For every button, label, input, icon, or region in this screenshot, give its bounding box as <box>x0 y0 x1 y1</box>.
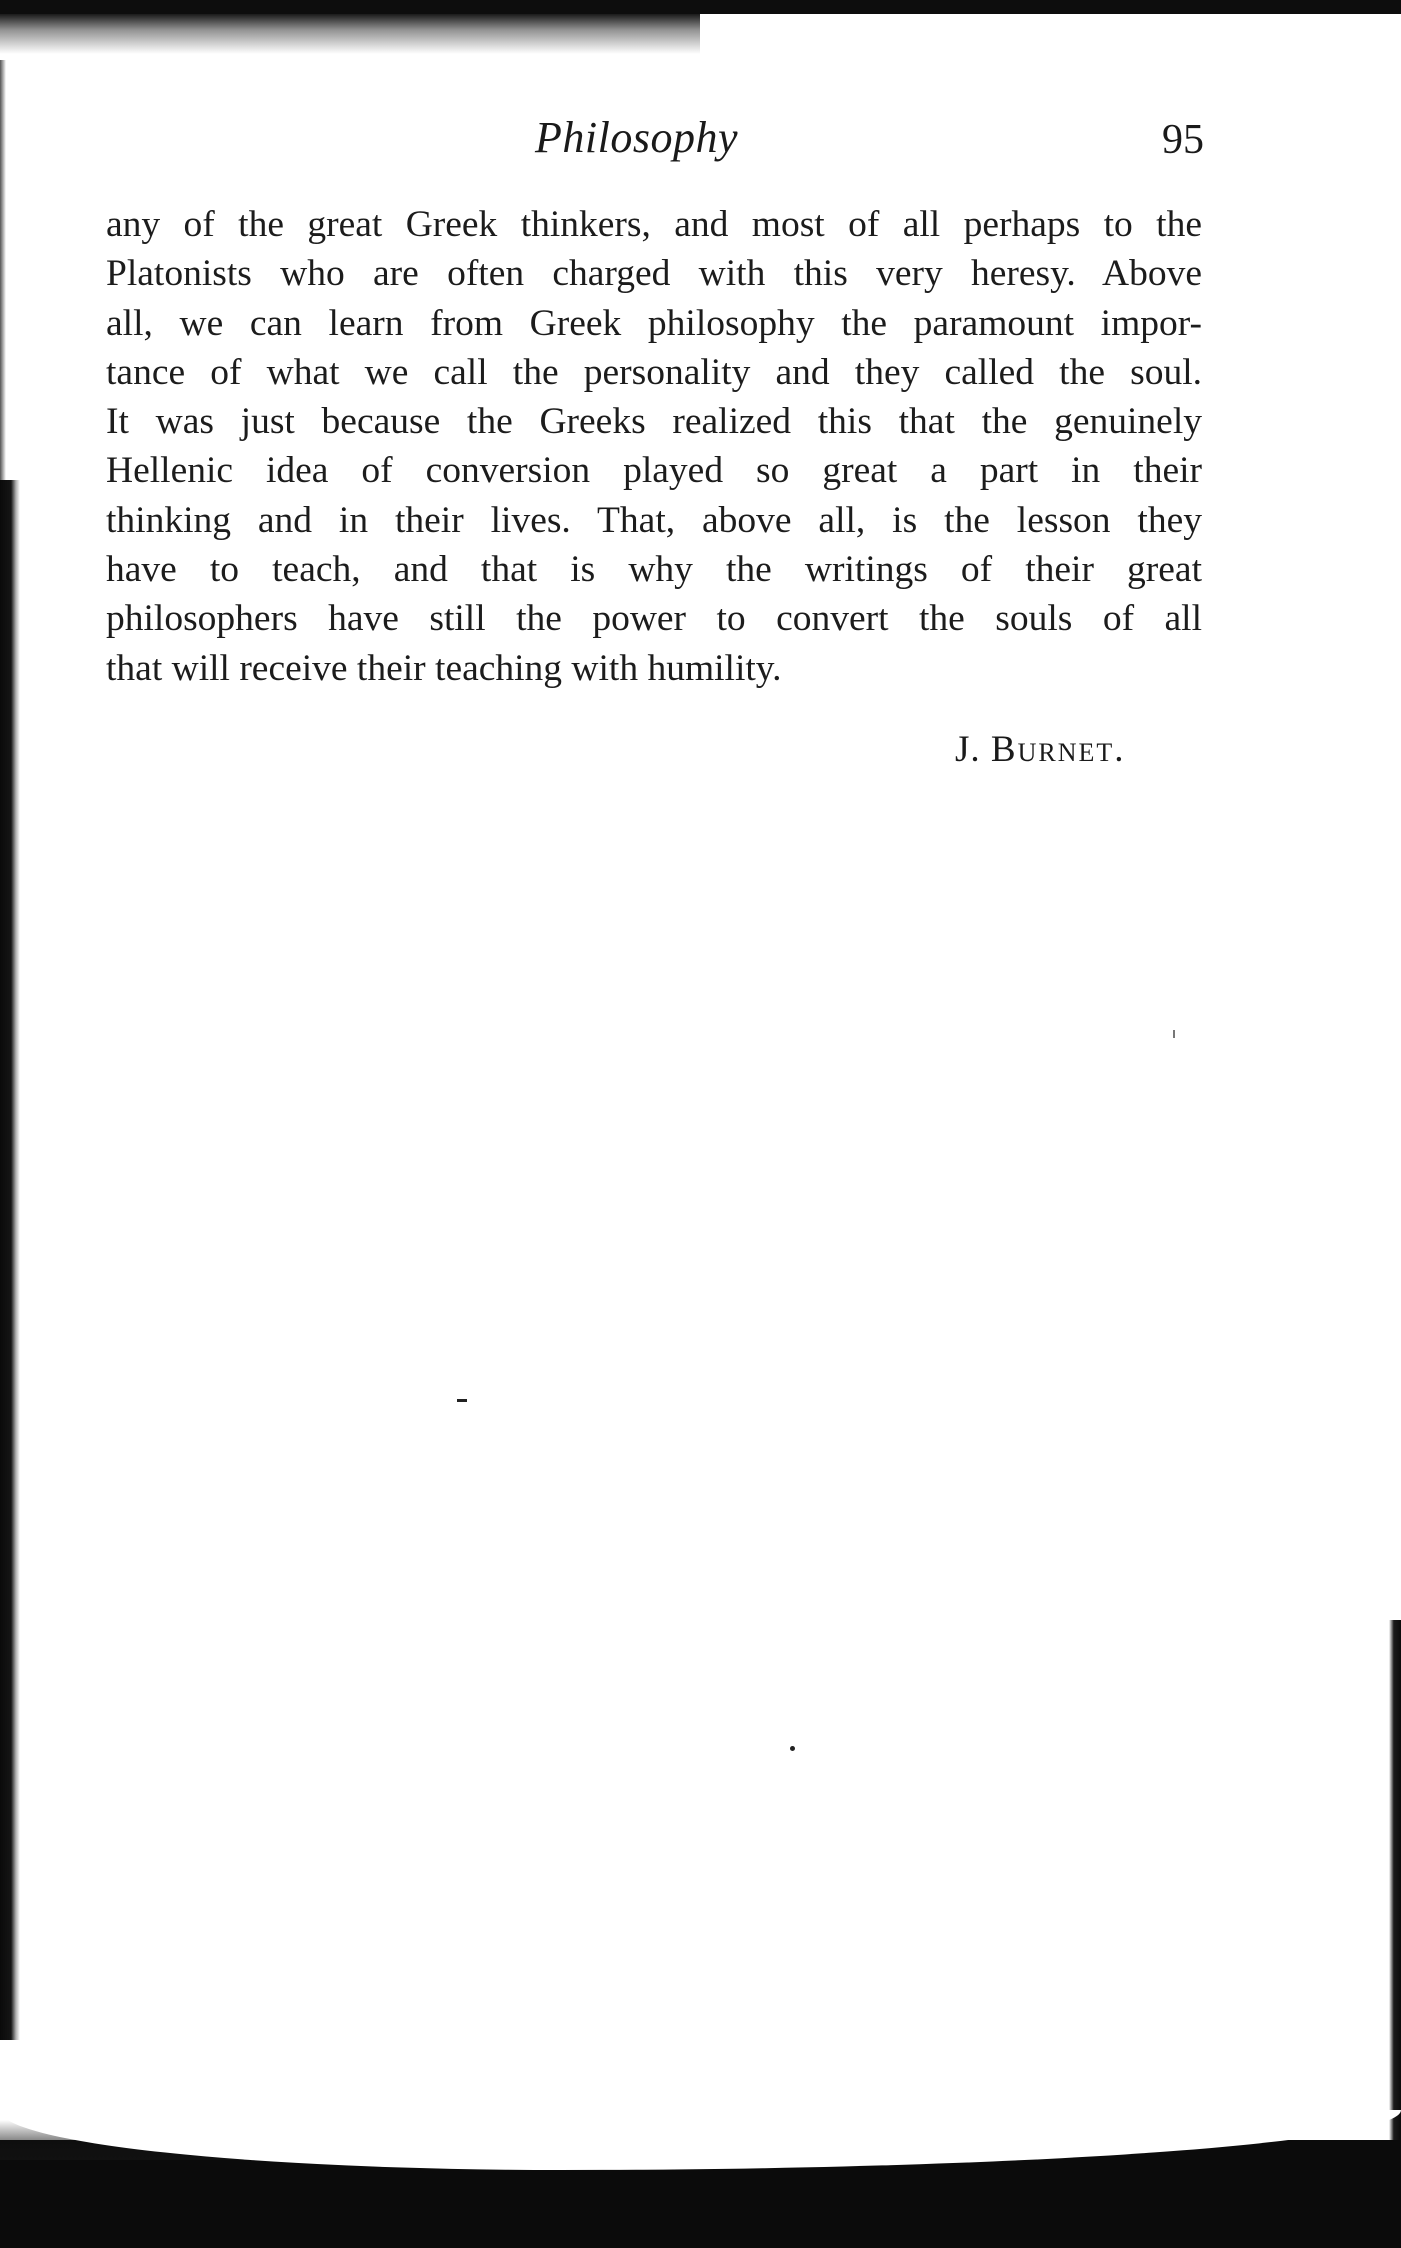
scan-speck <box>1173 1030 1175 1038</box>
text-line: philosophers have still the power to convert the souls of all <box>106 598 1202 640</box>
text-line: that will receive their teaching with humility. <box>106 647 782 689</box>
scan-shadow-top <box>0 14 700 54</box>
running-title: Philosophy <box>535 113 738 162</box>
author-signature <box>955 728 1126 771</box>
page-number: 95 <box>1162 117 1204 163</box>
text-line: all, we can learn from Greek philosophy the paramount impor- <box>106 302 1202 344</box>
text-line: It was just because the Greeks realized this that the genuinely <box>106 401 1202 443</box>
text-line: Platonists who are often charged with this very heresy. Above <box>106 253 1202 295</box>
text-line: have to teach, and that is why the writings of their great <box>106 549 1202 591</box>
body-paragraph <box>106 200 1202 693</box>
running-head <box>0 112 1401 172</box>
author-surname: Burnet. <box>990 729 1126 770</box>
author-initial: J. <box>955 729 981 770</box>
scan-border-top <box>0 0 1401 14</box>
scan-speck <box>790 1746 795 1751</box>
scan-border-left <box>0 480 20 2040</box>
scan-speck <box>457 1399 467 1402</box>
text-line: thinking and in their lives. That, above all, is the lesson they <box>106 499 1202 541</box>
scan-border-right <box>1389 1620 1401 2160</box>
text-line: any of the great Greek thinkers, and most of all perhaps to the <box>106 204 1202 245</box>
text-line: Hellenic idea of conversion played so great a part in their <box>106 450 1202 492</box>
text-line: tance of what we call the personality and they called the soul. <box>106 351 1202 393</box>
